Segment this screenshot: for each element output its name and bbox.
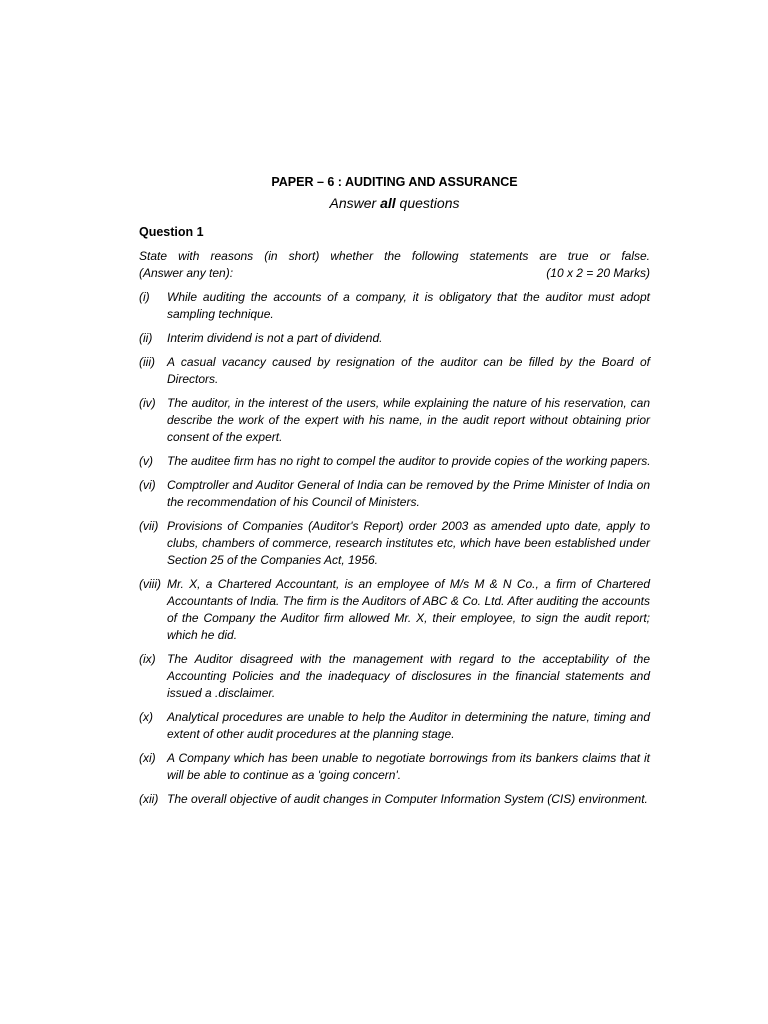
item-text: A casual vacancy caused by resignation of the auditor can be filled by the Board of Directors.: [167, 355, 650, 386]
item-number: (iii): [139, 355, 155, 369]
list-item: [139, 453, 650, 470]
list-item: [139, 330, 650, 347]
list-item: [139, 709, 650, 743]
document-page: [139, 174, 650, 815]
item-text: A Company which has been unable to negotiate borrowings from its bankers claims that it will be able to continue as a 'going concern'.: [167, 751, 650, 782]
question-heading: Question 1: [139, 225, 204, 239]
item-text: Comptroller and Auditor General of India can be removed by the Prime Minister of India on the recommendation of his Council of Ministers.: [167, 478, 650, 509]
list-item: [139, 576, 650, 644]
item-text: The Auditor disagreed with the management with regard to the acceptability of the Accounting Policies and the inadequacy of disclosures in the financial statements and issued a .disclaimer.: [167, 652, 650, 700]
item-number: (i): [139, 290, 150, 304]
paper-title: PAPER – 6 : AUDITING AND ASSURANCE: [271, 175, 518, 189]
item-number: (ii): [139, 331, 153, 345]
statement-list: [139, 289, 650, 808]
list-item: [139, 651, 650, 702]
item-text: The auditor, in the interest of the users, while explaining the nature of his reservation, can describe the work of the expert with his name, in the audit report without obtaining prior consent of the expert.: [167, 396, 650, 444]
item-number: (x): [139, 710, 153, 724]
marks-allocation: (10 x 2 = 20 Marks): [546, 266, 650, 280]
subtitle-pre: Answer: [329, 195, 381, 211]
list-item: [139, 750, 650, 784]
item-number: (iv): [139, 396, 156, 410]
subtitle-bold: all: [380, 195, 396, 211]
question-intro: State with reasons (in short) whether the following statements are true or false.: [139, 249, 650, 263]
question-intro-line2: [139, 265, 650, 282]
item-number: (vii): [139, 519, 159, 533]
paper-subtitle: [139, 193, 650, 213]
list-item: [139, 791, 650, 808]
item-text: The overall objective of audit changes in Computer Information System (CIS) environment.: [167, 792, 648, 806]
item-number: (ix): [139, 652, 156, 666]
item-text: Interim dividend is not a part of dividend.: [167, 331, 383, 345]
item-number: (viii): [139, 577, 161, 591]
item-number: (v): [139, 454, 153, 468]
list-item: [139, 354, 650, 388]
item-number: (vi): [139, 478, 156, 492]
item-text: Mr. X, a Chartered Accountant, is an employee of M/s M & N Co., a firm of Chartered Accountants of India. The firm is the Auditors of ABC & Co. Ltd. After auditing the accounts of the Company the Auditor firm allowed Mr. X, their employee, to sign the audit report; which he did.: [167, 577, 650, 642]
item-number: (xi): [139, 751, 156, 765]
list-item: [139, 477, 650, 511]
item-number: (xii): [139, 792, 159, 806]
list-item: [139, 518, 650, 569]
subtitle-post: questions: [395, 195, 460, 211]
answer-instruction: (Answer any ten):: [139, 266, 234, 280]
item-text: Analytical procedures are unable to help the Auditor in determining the nature, timing and extent of other audit procedures at the planning stage.: [167, 710, 650, 741]
item-text: The auditee firm has no right to compel the auditor to provide copies of the working papers.: [167, 454, 651, 468]
list-item: [139, 289, 650, 323]
list-item: [139, 395, 650, 446]
item-text: While auditing the accounts of a company, it is obligatory that the auditor must adopt sampling technique.: [167, 290, 650, 321]
item-text: Provisions of Companies (Auditor's Report) order 2003 as amended upto date, apply to clubs, chambers of commerce, research institutes etc, which have been established under Section 25 of the Companies Act, 1956.: [167, 519, 650, 567]
